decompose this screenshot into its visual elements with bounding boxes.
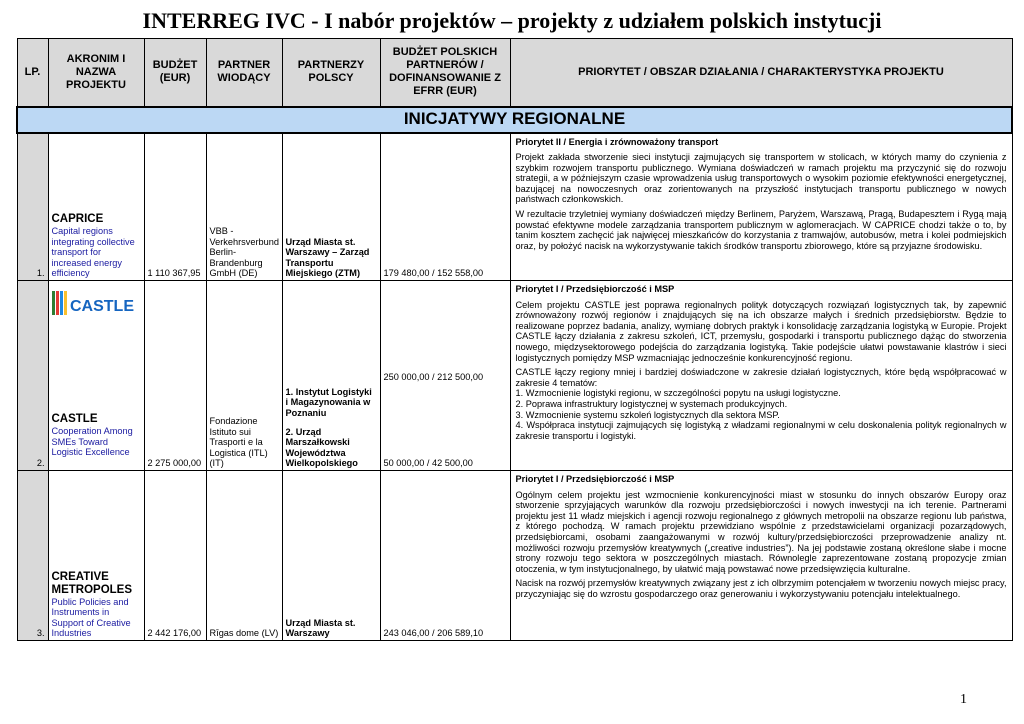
description-paragraph: Ogólnym celem projektu jest wzmocnienie konkurencyjności miast w stosunku do innych obszarów Europy oraz stworzenie sprzyjających warunków dla rozwoju przedsiębiorczości i nowych inwestycji na ich terenie. Partnerami projektu jest 11 władz miejskich i agencji rozwoju regionalnego z głównych metropolii na obszarze regionu lub państwa, z którego pochodzą. W ramach projektu przewidziano wspólnie z przedstawicielami organizacji pozarządowych, przedsiębiorcami, osobami zaangażowanymi w rozwój kultury/przedsiębiorczości przeprowadzenie analizy nt. możliwości rozwoju przemysłów kreatywnych („creative industries”). Na jej podstawie zostaną określone słabe i mocne strony rozwoju tego sektora w poszczególnych miastach. Równolegle zaprezentowane zostaną propozycje zmian otoczenia, w tym instytucjonalnego, by ułatwić mają powstawać nowe przedsięwzięcia kulturalne.	[515, 489, 1007, 574]
priority-label: Priorytet II / Energia i zrównoważony transport	[515, 136, 719, 147]
table-row	[17, 133, 1012, 281]
project-cell	[48, 471, 144, 641]
polish-budget-cell: 243 046,00 / 206 589,10	[380, 471, 510, 641]
topic-item: 3. Wzmocnienie systemu szkoleń logistycznych dla sektora MSP.	[515, 409, 780, 420]
lead-partner-cell: VBB - Verkehrsverbund Berlin-Brandenburg GmbH (DE)	[206, 133, 282, 281]
budget-cell: 2 275 000,00	[144, 281, 206, 471]
description-paragraph: CASTLE łączy regiony mniej i bardziej doświadczone w zakresie działań logistycznych, które będą współpracować w zakresie 4 tematów:	[515, 367, 1007, 388]
lead-partner-cell: Fondazione Istituto sui Trasporti e la Logistica (ITL) (IT)	[206, 281, 282, 471]
priority-label: Priorytet I / Przedsiębiorczość i MSP	[515, 284, 675, 294]
header-row	[17, 39, 1012, 107]
polish-partner: 1. Instytut Logistyki i Magazynowania w Poznaniu	[285, 386, 372, 419]
header-budzet-polskich: BUDŻET POLSKICH PARTNERÓW / DOFINANSOWANIE Z EFRR (EUR)	[380, 39, 510, 107]
polish-budget-value: 50 000,00 / 42 500,00	[383, 458, 473, 469]
polish-budget-value: 250 000,00 / 212 500,00	[383, 371, 484, 382]
project-full-name: Public Policies and Instruments in Support of Creative Industries	[51, 596, 131, 639]
topic-item: 4. Współpraca instytucji zajmujących się logistyką z władzami regionalnymi w celu doskonalenia polityk regionalnych w zakresie transportu i logistyki.	[515, 420, 1007, 441]
header-akronim: AKRONIM I NAZWA PROJEKTU	[48, 39, 144, 107]
row-number: 3.	[17, 471, 48, 641]
description-paragraph: Celem projektu CASTLE jest poprawa regionalnych polityk dotyczących rozwiązań logistycznych tak, by zapewnić zrównoważony rozwój regionów i znajdujących się na ich obszarze małych i średnich przedsiębiorstw. Będzie to realizowane poprzez badania, analizy, wymianę dobrych praktyk i konsolidację zarządzania logistyką w Europie. Projekt CASTLE łączy działania z zakresu szkoleń, ICT, przemysłu, gospodarki i transportu publicznego dążąc do stworzenia nowego, międzysektorowego podejścia do zarządzania logistyką. Takie podejście ułatwi powstawanie klastrów i sieci logistycznych pomiędzy MSP wzmacniając jednocześnie konkurencyjność regionu.	[515, 299, 1007, 363]
table-row	[17, 471, 1012, 641]
section-row	[17, 107, 1012, 133]
page-number: 1	[960, 692, 967, 707]
header-partner-wiodacy: PARTNER WIODĄCY	[206, 39, 282, 107]
project-acronym: CREATIVE METROPOLES	[51, 570, 133, 596]
project-full-name: Cooperation Among SMEs Toward Logistic Excellence	[51, 426, 133, 458]
project-cell	[48, 133, 144, 281]
polish-partners-cell: Urząd Miasta st. Warszawy – Zarząd Transportu Miejskiego (ZTM)	[282, 133, 380, 281]
row-number: 1.	[17, 133, 48, 281]
header-budzet: BUDŻET (EUR)	[144, 39, 206, 107]
header-lp: LP.	[17, 39, 48, 107]
description-paragraph: Projekt zakłada stworzenie sieci instytucji zajmujących się transportem w stolicach, w których mamy do czynienia z szybkim rozwojem transportu publicznego. Wymiana doświadczeń w ramach projektu ma przyczynić się do rozwoju strategii, a w późniejszym czasie wprowadzenia usług transportowych o wysokim poziomie efektywności energetycznej, bazującej na nowoczesnych oraz zorientowanych na przyszłość instytucjach transportu publicznego w nowych państwach członkowskich.	[515, 152, 1007, 205]
project-full-name: Capital regions integrating collective transport for increased energy efficiency	[51, 226, 135, 279]
section-title: INICJATYWY REGIONALNE	[17, 107, 1012, 133]
topic-item: 2. Poprawa infrastruktury logistycznej w systemach produkcyjnych.	[515, 398, 788, 409]
projects-table	[16, 38, 1013, 641]
project-acronym: CASTLE	[51, 413, 98, 425]
lead-partner-cell: Rīgas dome (LV)	[206, 471, 282, 641]
polish-partners-cell: Urząd Miasta st. Warszawy	[282, 471, 380, 641]
header-priorytet: PRIORYTET / OBSZAR DZIAŁANIA / CHARAKTERYSTYKA PROJEKTU	[510, 39, 1012, 107]
polish-partners-cell	[282, 281, 380, 471]
polish-partner: 2. Urząd Marszałkowski Województwa Wielkopolskiego	[285, 426, 358, 469]
description-cell	[510, 133, 1012, 281]
description-paragraph: Nacisk na rozwój przemysłów kreatywnych związany jest z ich olbrzymim potencjałem w tworzeniu nowych miejsc pracy, przyczyniając się do wzrostu gospodarczego oraz generowaniu i wykorzystywaniu potencjału intelektualnego.	[515, 578, 1007, 599]
row-number: 2.	[17, 281, 48, 471]
polish-budget-cell	[380, 281, 510, 471]
budget-cell: 1 110 367,95	[144, 133, 206, 281]
budget-cell: 2 442 176,00	[144, 471, 206, 641]
castle-logo	[52, 285, 142, 321]
topic-item: 1. Wzmocnienie logistyki regionu, w szczególności popytu na usługi logistyczne.	[515, 388, 841, 399]
header-partnerzy-polscy: PARTNERZY POLSCY	[282, 39, 380, 107]
table-row	[17, 281, 1012, 471]
priority-label: Priorytet I / Przedsiębiorczość i MSP	[515, 474, 675, 484]
description-cell	[510, 281, 1012, 471]
description-paragraph: W rezultacie trzyletniej wymiany doświadczeń między Berlinem, Paryżem, Warszawą, Pragą, Budapesztem i Rygą mają powstać efektywne modele zarządzania transportem publicznym w aglomeracjach. W CAPRICE chodzi także o to, by tanim kosztem zachęcić jak najwięcej mieszkańców do korzystania z tramwajów, autobusów, metra i kolei podmiejskich oraz, by położyć nacisk na wykorzystywanie takich środków transportu zbiorowego, które są przyjazne środowisku.	[515, 209, 1007, 251]
project-acronym: CAPRICE	[51, 213, 104, 226]
polish-budget-cell: 179 480,00 / 152 558,00	[380, 133, 510, 281]
castle-logo-text: CASTLE	[69, 298, 134, 315]
project-cell	[48, 281, 144, 471]
description-cell	[510, 471, 1012, 641]
page-title: INTERREG IVC - I nabór projektów – projekty z udziałem polskich instytucji	[142, 8, 882, 33]
